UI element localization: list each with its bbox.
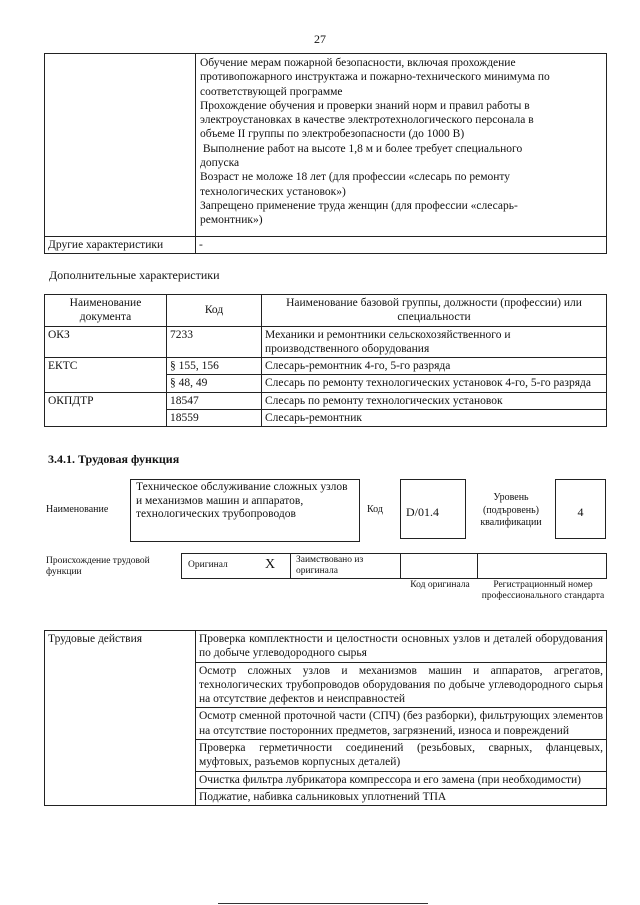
req-line: технологических установок») bbox=[200, 185, 346, 198]
header-code: Код bbox=[167, 295, 262, 327]
req-line: противопожарного инструктажа и пожарно-технического минимума по bbox=[200, 71, 550, 84]
other-characteristics-value: - bbox=[196, 237, 607, 254]
labor-action: Осмотр сложных узлов и механизмов машин и аппаратов, агрегатов, технологических трубопроводов оборудования по добыче углеводородного сырья на отсутствие дефектов и неисправностей bbox=[196, 662, 607, 708]
labor-actions-label: Трудовые действия bbox=[45, 631, 196, 806]
labor-action: Проверка комплектности и целостности основных узлов и деталей оборудования по добыче углеводородного сырья bbox=[196, 631, 607, 663]
table-row bbox=[45, 631, 607, 663]
table-row bbox=[45, 392, 607, 409]
cell-name: Слесарь-ремонтник 4-го, 5-го разряда bbox=[262, 358, 607, 375]
req-line: Запрещено применение труда женщин (для профессии «слесарь- bbox=[200, 199, 518, 212]
header-name: Наименование базовой группы, должности (профессии) или специальности bbox=[262, 295, 607, 327]
requirements-text-cell bbox=[196, 54, 607, 237]
origin-code-caption: Код оригинала bbox=[410, 580, 470, 590]
cell-code: § 48, 49 bbox=[167, 375, 262, 392]
origin-divider bbox=[477, 553, 478, 578]
req-line: соответствующей программе bbox=[200, 85, 343, 98]
origin-borrowed-label: Заимствовано из оригинала bbox=[296, 555, 364, 576]
origin-original-mark: X bbox=[265, 557, 276, 572]
header-doc: Наименование документа bbox=[45, 295, 167, 327]
page-number: 27 bbox=[314, 32, 326, 46]
cell-doc: ЕКТС bbox=[45, 358, 167, 393]
cell-doc: ОКЗ bbox=[45, 326, 167, 358]
req-line: электроустановках в качестве электротехнологического персонала в bbox=[200, 114, 534, 127]
bottom-rule bbox=[218, 903, 428, 904]
extra-characteristics-table bbox=[44, 294, 607, 427]
function-code-label: Код bbox=[367, 504, 383, 515]
cell-name: Слесарь по ремонту технологических установок 4-го, 5-го разряда bbox=[262, 375, 607, 392]
requirements-table bbox=[44, 53, 607, 254]
origin-original-label: Оригинал bbox=[188, 560, 228, 570]
cell-name: Слесарь-ремонтник bbox=[262, 410, 607, 427]
cell-code: 18559 bbox=[167, 410, 262, 427]
cell-code: § 155, 156 bbox=[167, 358, 262, 375]
function-name-label: Наименование bbox=[46, 504, 109, 515]
req-line: ремонтник») bbox=[200, 214, 263, 227]
qualification-level-value: 4 bbox=[555, 479, 606, 539]
labor-action: Проверка герметичности соединений (резьбовых, сварных, фланцевых, муфтовых, разъемов корпусных деталей) bbox=[196, 740, 607, 772]
labor-action: Очистка фильтра лубрикатора компрессора и его замена (при необходимости) bbox=[196, 771, 607, 788]
req-line: Прохождение обучения и проверки знаний норм и правил работы в bbox=[200, 99, 530, 112]
req-line: допуска bbox=[200, 157, 240, 170]
req-line: объеме II группы по электробезопасности (до 1000 В) bbox=[200, 128, 465, 141]
req-line: Выполнение работ на высоте 1,8 м и более требует специального bbox=[200, 142, 523, 155]
qualification-level-label: Уровень (подъровень) квалификации bbox=[480, 492, 542, 528]
req-line: Обучение мерам пожарной безопасности, включая прохождение bbox=[200, 57, 516, 69]
req-line: Возраст не моложе 18 лет (для профессии «слесарь по ремонту bbox=[200, 171, 511, 184]
origin-divider bbox=[290, 553, 291, 578]
origin-label: Происхождение трудовой функции bbox=[46, 556, 150, 577]
labor-action: Поджатие, набивка сальниковых уплотнений ТПА bbox=[196, 788, 607, 805]
function-name-value: Техническое обслуживание сложных узлов и механизмов машин и аппаратов, технологических трубопроводов bbox=[130, 479, 360, 542]
labor-action: Осмотр сменной проточной части (СПЧ) (без разборки), фильтрующих элементов на отсутствие посторонних предметов, загрязнений, износа и повреждений bbox=[196, 708, 607, 740]
cell-code: 18547 bbox=[167, 392, 262, 409]
function-code-value: D/01.4 bbox=[400, 479, 466, 539]
cell-doc: ОКПДТР bbox=[45, 392, 167, 427]
table-row bbox=[45, 326, 607, 358]
origin-divider bbox=[400, 553, 401, 578]
labor-actions-table bbox=[44, 630, 607, 806]
origin-reg-caption: Регистрационный номер профессионального стандарта bbox=[481, 580, 605, 601]
cell-name: Механики и ремонтники сельскохозяйственного и производственного оборудования bbox=[262, 326, 607, 358]
extra-characteristics-title: Дополнительные характеристики bbox=[49, 268, 220, 282]
cell-name: Слесарь по ремонту технологических установок bbox=[262, 392, 607, 409]
table-row bbox=[45, 358, 607, 375]
requirements-label-cell bbox=[45, 54, 196, 237]
section-title: 3.4.1. Трудовая функция bbox=[48, 452, 180, 466]
cell-code: 7233 bbox=[167, 326, 262, 358]
other-characteristics-label: Другие характеристики bbox=[45, 237, 196, 254]
